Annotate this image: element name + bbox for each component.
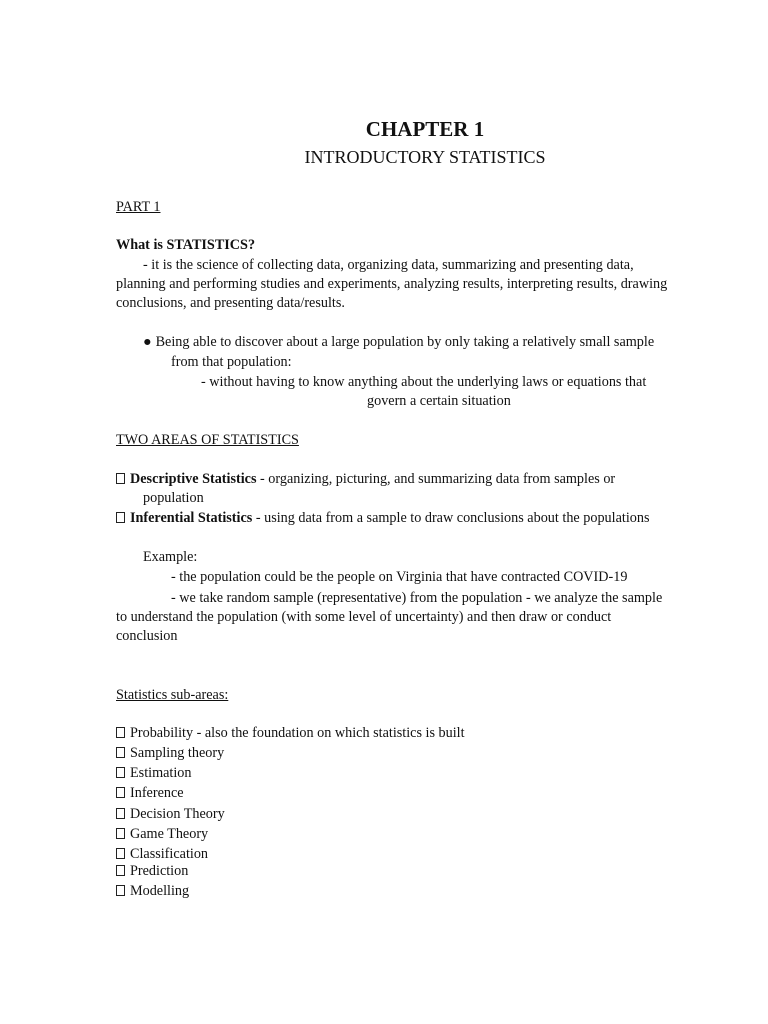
- list-item: Inference: [116, 785, 184, 803]
- bullet-dot-icon: ●: [143, 334, 152, 350]
- list-item: Estimation: [116, 765, 191, 783]
- inferential-item: [116, 510, 649, 528]
- what-is-line-3: conclusions, and presenting data/results.: [116, 295, 345, 311]
- checkbox-bullet-icon: [116, 828, 125, 839]
- what-is-heading: What is STATISTICS?: [116, 237, 256, 253]
- what-is-line-2: planning and performing studies and experiments, analyzing results, interpreting results, drawing: [116, 276, 668, 292]
- chapter-title: CHAPTER 1: [365, 117, 485, 141]
- list-item: Probability - also the foundation on which statistics is built: [116, 725, 465, 743]
- bullet-point-line-2: from that population:: [171, 354, 292, 370]
- checkbox-bullet-icon: [116, 747, 125, 758]
- checkbox-bullet-icon: [116, 808, 125, 819]
- list-item: Modelling: [116, 883, 189, 901]
- example-label: Example:: [143, 549, 198, 565]
- bullet-point-line-1: [143, 334, 654, 352]
- bullet-point-line-4: govern a certain situation: [367, 393, 511, 409]
- example-line-3: to understand the population (with some level of uncertainty) and then draw or conduct: [116, 609, 612, 625]
- checkbox-bullet-icon: [116, 512, 125, 523]
- checkbox-bullet-icon: [116, 473, 125, 484]
- list-item: Decision Theory: [116, 806, 225, 824]
- example-line-4: conclusion: [116, 628, 178, 644]
- part-label: PART 1: [116, 199, 161, 215]
- sub-areas-heading: Statistics sub-areas:: [116, 687, 229, 703]
- checkbox-bullet-icon: [116, 848, 125, 859]
- example-line-2: - we take random sample (representative) from the population - we analyze the sample: [171, 590, 663, 606]
- descriptive-text: - organizing, picturing, and summarizing data from samples or: [256, 471, 616, 487]
- two-areas-heading: TWO AREAS OF STATISTICS: [116, 432, 299, 448]
- checkbox-bullet-icon: [116, 885, 125, 896]
- descriptive-term: Descriptive Statistics: [130, 471, 257, 487]
- bullet-point-line-3: - without having to know anything about the underlying laws or equations that: [201, 374, 647, 390]
- inferential-text: - using data from a sample to draw conclusions about the populations: [252, 510, 650, 526]
- list-item: Prediction: [116, 863, 188, 881]
- descriptive-item: [116, 471, 615, 489]
- checkbox-bullet-icon: [116, 767, 125, 778]
- checkbox-bullet-icon: [116, 787, 125, 798]
- list-item: Game Theory: [116, 826, 208, 844]
- list-item: Sampling theory: [116, 745, 224, 763]
- what-is-line-1: - it is the science of collecting data, organizing data, summarizing and presenting data,: [143, 257, 634, 273]
- example-line-1: - the population could be the people on Virginia that have contracted COVID-19: [171, 569, 628, 585]
- list-item: Classification: [116, 846, 208, 864]
- bullet-point-text: Being able to discover about a large population by only taking a relatively small sample: [155, 334, 655, 350]
- descriptive-continuation: population: [143, 490, 204, 506]
- checkbox-bullet-icon: [116, 865, 125, 876]
- checkbox-bullet-icon: [116, 727, 125, 738]
- chapter-subtitle: INTRODUCTORY STATISTICS: [304, 147, 546, 167]
- inferential-term: Inferential Statistics: [130, 510, 253, 526]
